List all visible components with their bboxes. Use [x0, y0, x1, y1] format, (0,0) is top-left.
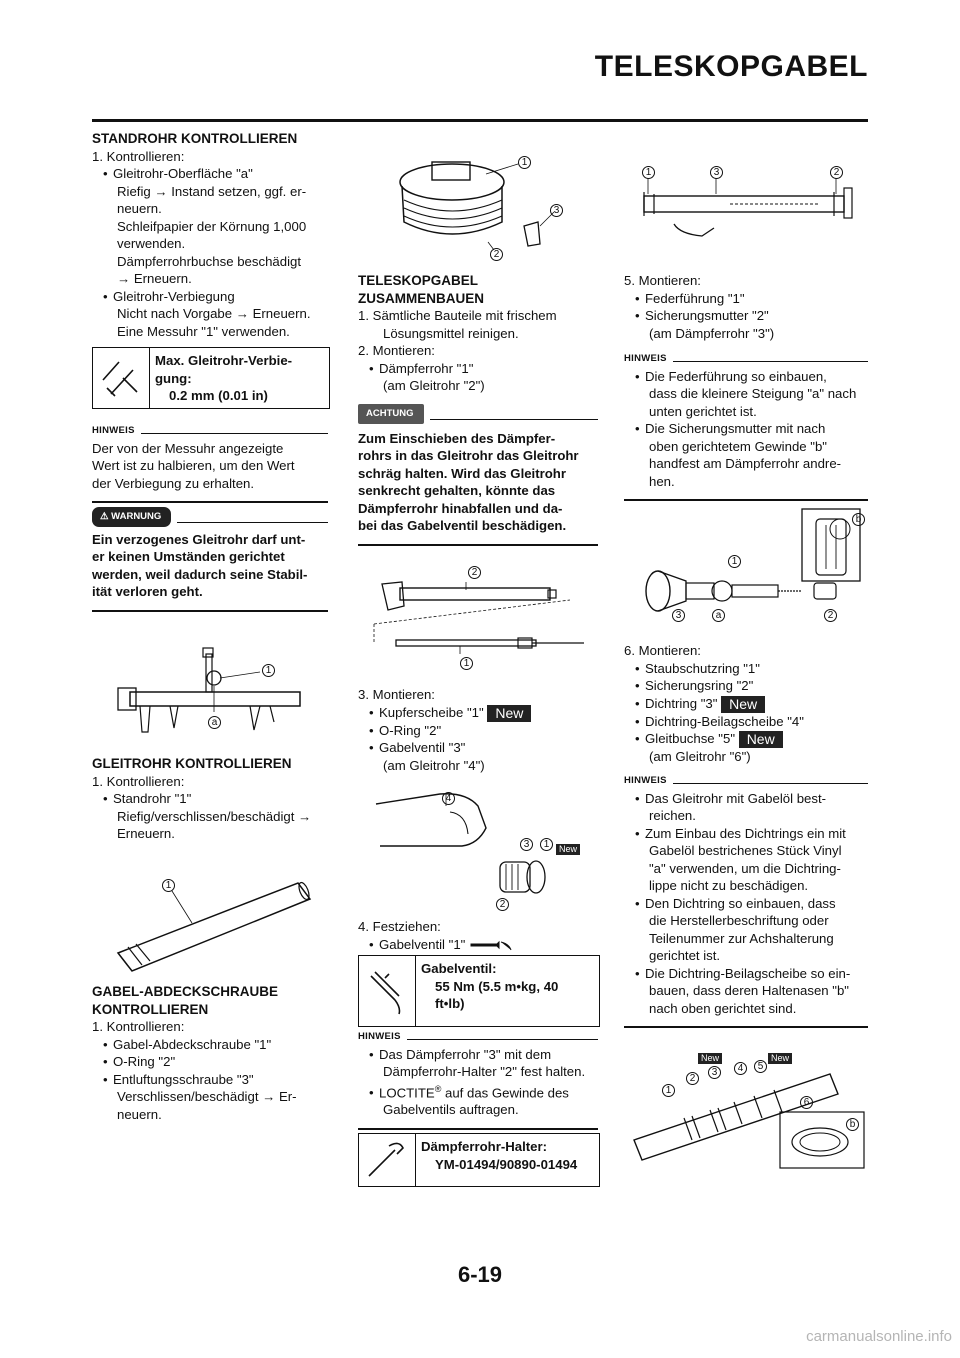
bullet-text: • Dichtring-Beilagscheibe "4" — [624, 713, 868, 731]
step: 1. Kontrollieren: — [92, 773, 185, 789]
figure-spring-guide — [630, 162, 870, 252]
divider — [92, 501, 328, 503]
step-3 — [358, 686, 600, 774]
bullet-label: LOCTITE — [379, 1084, 435, 1100]
callout-2: 2 — [490, 248, 503, 261]
text-line: ität verloren geht. — [92, 584, 203, 599]
section-heading: TELESKOPGABEL — [358, 273, 479, 288]
caution-label: ACHTUNG — [358, 404, 424, 424]
note-label: HINWEIS — [358, 1031, 401, 1042]
spec-box — [92, 347, 330, 409]
note-label: HINWEIS — [624, 775, 667, 786]
text-line: handfest am Dämpferrohr andre- — [649, 456, 842, 471]
new-badge: New — [739, 731, 783, 748]
figure-dial-gauge — [110, 640, 310, 750]
text-line: (am Gleitrohr "2") — [383, 378, 485, 393]
text-line: bauen, dass deren Haltenasen "b" — [649, 983, 849, 998]
callout-2: 2 — [496, 898, 509, 911]
figure-tube — [110, 875, 320, 975]
callout-1: 1 — [662, 1084, 675, 1097]
bullet-text: • O-Ring "2" — [92, 1053, 332, 1071]
note-block — [624, 772, 868, 1028]
text-line: er keinen Umständen gerichtet — [92, 549, 285, 564]
bullet-text: • Gabel-Abdeckschraube "1" — [92, 1036, 332, 1054]
section-gleitrohr — [92, 755, 332, 843]
bullet-text: • Das Dämpferrohr "3" mit dem — [358, 1046, 598, 1064]
step-5 — [624, 272, 868, 342]
spec-label: Dämpferrohr-Halter: — [421, 1139, 548, 1154]
callout-3: 3 — [672, 609, 685, 622]
divider — [141, 433, 328, 434]
text-line: Eine Messuhr "1" verwenden. — [117, 323, 290, 339]
text-line: oben gerichtetem Gewinde "b" — [649, 438, 827, 454]
new-badge: New — [721, 696, 765, 713]
text-line: schräg halten. Wird das Gleitrohr — [358, 465, 566, 481]
divider — [407, 1039, 598, 1040]
text-line: → Erneuern. — [117, 271, 192, 286]
text-line: Riefig/verschlissen/beschädigt → — [117, 808, 312, 824]
bullet-text: • Entluftungsschraube "3" — [92, 1071, 332, 1089]
text-line: Teilenummer zur Achshalterung — [649, 930, 834, 946]
text-line: Ein verzogenes Gleitrohr darf unt- — [92, 531, 306, 547]
note-label: HINWEIS — [624, 353, 667, 364]
note-block — [92, 422, 328, 503]
divider — [673, 783, 868, 784]
step: 4. Festziehen: — [358, 919, 441, 934]
new-badge — [698, 1048, 722, 1066]
bullet-label: Gabelventil "1" — [379, 936, 466, 952]
section-abdeckschraube — [92, 983, 332, 1123]
bullet-label: Gleitbuchse "5" — [645, 731, 736, 747]
callout-3: 3 — [708, 1066, 721, 1079]
spec-value: ft•lb) — [435, 996, 465, 1011]
tool-icon — [359, 1134, 416, 1186]
text-line: Erneuern. — [117, 826, 175, 841]
step-4 — [358, 918, 600, 953]
bullet-text: • Gabelventil "3" — [358, 739, 600, 757]
bullet-text — [624, 695, 868, 713]
bullet-label: auf das Gewinde des — [441, 1084, 569, 1100]
bullet-label: Dichtring "3" — [645, 695, 718, 711]
callout-2: 2 — [824, 609, 837, 622]
bullet-text: • Die Federführung so einbauen, — [624, 368, 868, 386]
text-line: unten gerichtet ist. — [649, 403, 757, 419]
text-line: (am Dämpferrohr "3") — [649, 325, 775, 341]
callout-1: 1 — [460, 657, 473, 670]
bullet-text: • Staubschutzring "1" — [624, 660, 868, 678]
text-line: lippe nicht zu beschädigen. — [649, 878, 809, 893]
text-line: Dämpferrohrbuchse beschädigt — [117, 253, 301, 269]
text-line: Verschlissen/beschädigt → Er- — [117, 1089, 297, 1104]
step: 1. Kontrollieren: — [92, 148, 185, 164]
callout-5: 5 — [754, 1060, 767, 1073]
figure-seal-assembly — [630, 1044, 870, 1169]
section-heading: GABEL-ABDECKSCHRAUBE — [92, 984, 279, 999]
step: 1. Sämtliche Bauteile mit frischem — [358, 308, 557, 323]
callout-1: 1 — [518, 156, 531, 169]
callout-3: 3 — [520, 838, 533, 851]
text-line: der Verbiegung zu erhalten. — [92, 475, 255, 491]
new-badge-text: New — [556, 844, 580, 855]
bullet-text: • O-Ring "2" — [358, 722, 600, 740]
bullet-label: Kupferscheibe "1" — [379, 704, 484, 720]
text-line: Schleifpapier der Körnung 1,000 — [117, 218, 307, 234]
figure-cap-bolt — [390, 152, 580, 262]
step: 2. Montieren: — [358, 343, 435, 358]
step: 1. Kontrollieren: — [92, 1019, 185, 1034]
warning-icon: ⚠ — [100, 511, 112, 522]
step-6 — [624, 642, 868, 766]
text-line: "a" verwenden, um die Dichtring- — [649, 860, 841, 876]
step: 3. Montieren: — [358, 687, 435, 702]
callout-1: 1 — [540, 838, 553, 851]
text-line: Riefig → Instand setzen, ggf. er- — [117, 183, 307, 199]
page-title: TELESKOPGABEL — [594, 50, 868, 83]
text-line: (am Gleitrohr "4") — [383, 757, 485, 773]
new-badge-text: New — [698, 1053, 722, 1064]
bullet-text: • Sicherungsring "2" — [624, 677, 868, 695]
text-line: Wert ist zu halbieren, um den Wert — [92, 458, 295, 473]
page-number: 6-19 — [457, 1262, 503, 1287]
text-line: neuern. — [117, 201, 162, 216]
section-heading: ZUSAMMENBAUEN — [358, 290, 484, 306]
warning-label: WARNUNG — [111, 511, 162, 522]
callout-6: 6 — [800, 1096, 813, 1109]
torque-wrench-icon — [469, 938, 513, 952]
spec-value: 55 Nm (5.5 m•kg, 40 — [435, 978, 559, 994]
warning-block — [92, 507, 328, 612]
text-line: (am Gleitrohr "6") — [649, 749, 751, 765]
callout-2: 2 — [468, 566, 481, 579]
column-1 — [92, 130, 332, 340]
section-heading: KONTROLLIEREN — [92, 1001, 209, 1017]
text-line: gerichtet ist. — [649, 948, 721, 963]
bullet-text: • Das Gleitrohr mit Gabelöl best- — [624, 790, 868, 808]
bullet-text: • Gleitrohr-Oberfläche "a" — [92, 165, 332, 183]
callout-1: 1 — [262, 664, 275, 677]
figure-locknut — [630, 505, 870, 630]
bullet-text: • Die Dichtring-Beilagscheibe so ein- — [624, 965, 868, 983]
text-line: Dämpferrohr-Halter "2" fest halten. — [383, 1064, 586, 1079]
step: 6. Montieren: — [624, 643, 701, 658]
spec-value: YM-01494/90890-01494 — [435, 1156, 578, 1172]
new-badge: New — [487, 705, 531, 722]
text-line: Der von der Messuhr angezeigte — [92, 440, 284, 456]
divider — [624, 499, 868, 501]
spec-value: 0.2 mm (0.01 in) — [169, 388, 268, 403]
spec-label: gung: — [155, 370, 192, 386]
callout-1: 1 — [728, 555, 741, 568]
divider — [92, 610, 328, 612]
bullet-text: • Federführung "1" — [624, 290, 868, 308]
divider — [358, 544, 598, 546]
text-line: Gabelöl bestrichenes Stück Vinyl — [649, 843, 842, 858]
callout-4: 4 — [442, 792, 455, 805]
spec-box-torque — [358, 955, 600, 1027]
note-block — [358, 1028, 598, 1130]
callout-3: 3 — [710, 166, 723, 179]
registered-mark: ® — [434, 1083, 442, 1094]
bullet-text: • Zum Einbau des Dichtrings ein mit — [624, 825, 868, 843]
text-line: Dämpferrohr hinabfallen und da- — [358, 500, 563, 516]
text-line: verwenden. — [117, 236, 186, 251]
callout-b: b — [852, 513, 865, 526]
bullet-text: • Sicherungsmutter "2" — [624, 307, 868, 325]
callout-a: a — [208, 716, 221, 729]
text-line: nach oben gerichtet sind. — [649, 1000, 797, 1016]
bullet-text — [358, 704, 600, 722]
new-badge — [556, 839, 580, 857]
text-line: bei das Gabelventil beschädigen. — [358, 518, 567, 533]
text-line: Zum Einschieben des Dämpfer- — [358, 430, 556, 446]
new-badge-text: New — [768, 1053, 792, 1064]
figure-fork-valve — [370, 780, 590, 910]
callout-4: 4 — [734, 1062, 747, 1075]
section-heading: STANDROHR KONTROLLIEREN — [92, 131, 298, 146]
divider — [358, 1128, 598, 1130]
text-line: hen. — [649, 473, 675, 489]
text-line: Nicht nach Vorgabe → Erneuern. — [117, 306, 311, 321]
callout-3: 3 — [550, 204, 563, 217]
step: 5. Montieren: — [624, 273, 701, 288]
divider — [430, 419, 599, 420]
spec-label: Max. Gleitrohr-Verbie- — [155, 353, 293, 368]
callout-2: 2 — [686, 1072, 699, 1085]
note-label: HINWEIS — [92, 425, 135, 436]
bullet-text: • Gleitrohr-Verbiegung — [92, 288, 332, 306]
callout-b: b — [846, 1118, 859, 1131]
text-line: senkrecht gehalten, könnte das — [358, 483, 556, 498]
text-line: die Herstellerbeschriftung oder — [649, 913, 829, 928]
text-line: Lösungsmittel reinigen. — [383, 325, 519, 341]
bullet-text: • Die Sicherungsmutter mit nach — [624, 420, 868, 438]
section-heading: GLEITROHR KONTROLLIEREN — [92, 756, 292, 771]
measure-tool-icon — [93, 348, 150, 408]
text-line: dass die kleinere Steigung "a" nach — [649, 386, 857, 401]
text-line: werden, weil dadurch seine Stabil- — [92, 566, 308, 582]
callout-a: a — [712, 609, 725, 622]
bullet-text: • Standrohr "1" — [92, 790, 332, 808]
watermark: carmanualsonline.info — [806, 1328, 952, 1345]
callout-1: 1 — [642, 166, 655, 179]
text-line: neuern. — [117, 1106, 162, 1122]
caution-block — [358, 404, 598, 546]
bullet-text — [358, 936, 600, 954]
text-line: rohrs in das Gleitrohr das Gleitrohr — [358, 448, 579, 463]
new-badge — [768, 1048, 792, 1066]
callout-1: 1 — [162, 879, 175, 892]
spec-label: Gabelventil: — [421, 961, 497, 976]
note-block — [624, 350, 868, 501]
header-rule — [92, 119, 868, 122]
bullet-text — [358, 1081, 598, 1102]
bullet-text: • Den Dichtring so einbauen, dass — [624, 895, 868, 913]
torque-wrench-icon — [359, 956, 416, 1026]
spec-box-tool — [358, 1133, 600, 1187]
bullet-text: • Dämpferrohr "1" — [358, 360, 600, 378]
callout-2: 2 — [830, 166, 843, 179]
divider — [624, 1026, 868, 1028]
section-zusammenbauen — [358, 272, 600, 395]
divider — [673, 361, 868, 362]
figure-damper-insertion — [370, 562, 590, 672]
warning-badge — [92, 507, 171, 527]
text-line: reichen. — [649, 808, 696, 823]
bullet-text — [624, 730, 868, 748]
divider — [177, 522, 328, 523]
text-line: Gabelventils auftragen. — [383, 1102, 519, 1118]
